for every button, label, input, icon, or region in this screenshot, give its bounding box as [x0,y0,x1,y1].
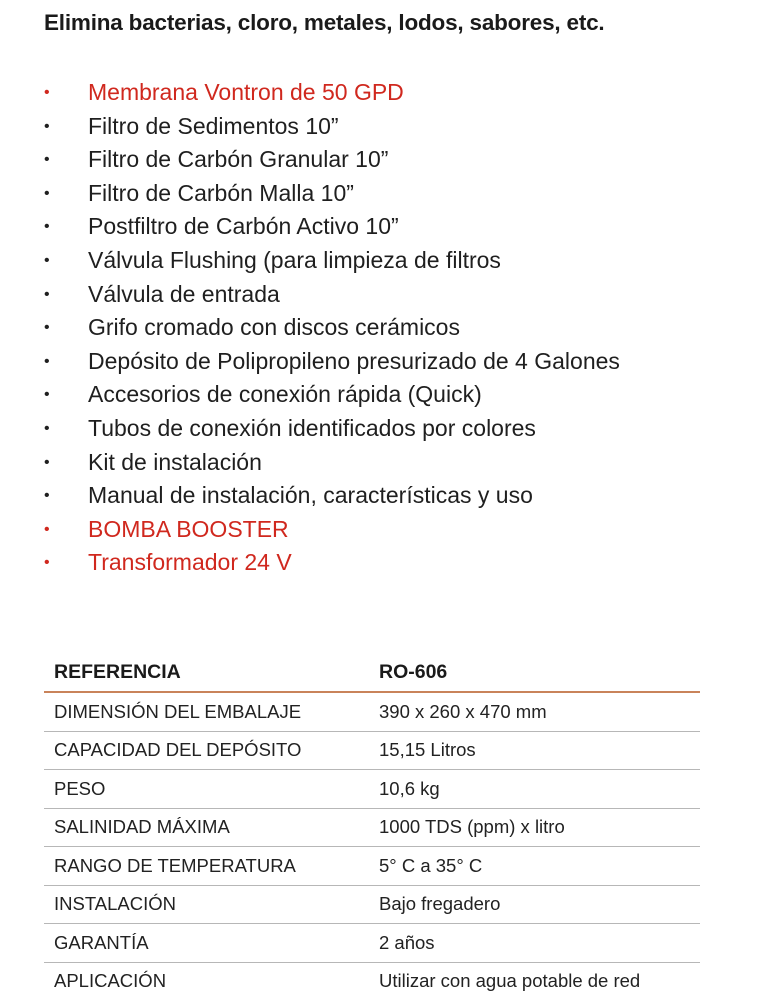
feature-text: BOMBA BOOSTER [88,515,289,542]
spec-value: 2 años [369,924,700,963]
feature-text: Depósito de Polipropileno presurizado de 4 Galones [88,347,620,374]
bullet-icon: • [44,184,50,202]
spec-value: Utilizar con agua potable de red [379,970,641,992]
bullet-icon: • [44,453,50,471]
spec-label: PESO [44,770,369,809]
feature-text: Manual de instalación, características y uso [88,482,533,509]
bullet-icon: • [44,218,50,236]
table-row [44,770,700,809]
header-cell-reference: REFERENCIA [44,653,369,692]
bullet-icon: • [44,554,50,572]
spec-value: 5° C a 35° C [369,847,700,886]
table-row [44,885,700,924]
feature-text: Filtro de Sedimentos 10” [88,112,339,139]
spec-label: SALINIDAD MÁXIMA [44,808,369,847]
bullet-icon: • [44,386,50,404]
feature-text: Tubos de conexión identificados por colores [88,414,536,441]
spec-value: Bajo fregadero [369,885,700,924]
table-row [44,692,700,731]
feature-text: Postfiltro de Carbón Activo 10” [88,213,399,240]
header-cell-model: RO-606 [369,653,700,692]
spec-value: 1000 TDS (ppm) x litro [369,808,700,847]
spec-value: 15,15 Litros [369,731,700,770]
feature-text: Filtro de Carbón Granular 10” [88,146,389,173]
feature-text: Filtro de Carbón Malla 10” [88,179,354,206]
feature-text: Kit de instalación [88,448,262,475]
table-row [44,808,700,847]
page-heading: Elimina bacterias, cloro, metales, lodos, sabores, etc. [44,10,605,35]
feature-text: Válvula Flushing (para limpieza de filtros [88,246,501,273]
spec-label: RANGO DE TEMPERATURA [44,847,369,886]
table-row [44,924,700,963]
spec-label: CAPACIDAD DEL DEPÓSITO [44,731,369,770]
spec-value: 390 x 260 x 470 mm [369,692,700,731]
feature-text: Membrana Vontron de 50 GPD [88,79,404,105]
feature-text: Grifo cromado con discos cerámicos [88,314,460,341]
spec-value: 10,6 kg [369,770,700,809]
bullet-icon: • [44,520,50,538]
bullet-icon: • [44,319,50,337]
bullet-icon: • [44,251,50,269]
table-header-row [44,653,700,692]
spec-table [44,653,700,1000]
bullet-icon: • [44,419,50,437]
table-row [44,731,700,770]
table-row [44,847,700,886]
bullet-icon: • [44,151,50,169]
spec-label: INSTALACIÓN [44,885,369,924]
bullet-icon: • [44,352,50,370]
spec-label: GARANTÍA [44,924,369,963]
spec-label: APLICACIÓN [54,970,167,992]
bullet-icon: • [44,487,50,505]
bullet-icon: • [44,117,50,135]
table-row [44,962,700,1000]
bullet-icon: • [44,285,50,303]
bullet-icon: • [44,84,50,101]
feature-text: Accesorios de conexión rápida (Quick) [88,381,482,408]
feature-text: Válvula de entrada [88,280,280,307]
feature-text: Transformador 24 V [88,549,292,576]
spec-label: DIMENSIÓN DEL EMBALAJE [44,692,369,731]
